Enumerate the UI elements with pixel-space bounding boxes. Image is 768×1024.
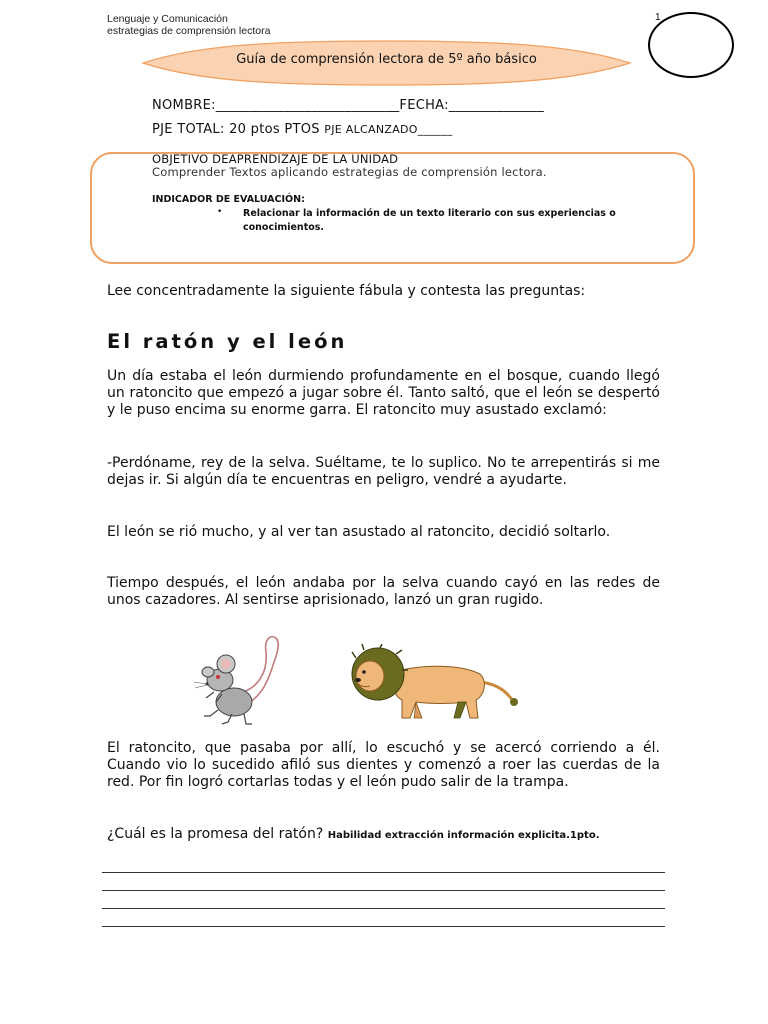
answer-line[interactable] [102, 926, 665, 927]
total-score: PJE TOTAL: 20 ptos PTOS [152, 122, 320, 137]
indicator-text: Relacionar la información de un texto literario con sus experiencias o conocimientos. [243, 208, 616, 233]
objective-text: Comprender Textos aplicando estrategias de comprensión lectora. [152, 165, 547, 179]
story-paragraph: Un día estaba el león durmiendo profundamente en el bosque, cuando llegó un ratoncito que empezó a jugar sobre él. Tanto saltó, que el león se despertó y le puso encima su enorme garra. El ratoncito muy asustado exclamó: [107, 368, 660, 418]
story-title: El ratón y el león [107, 330, 348, 353]
answer-line[interactable] [102, 908, 665, 909]
mouse-illustration [188, 632, 283, 727]
name-date-field: NOMBRE:___________________________FECHA:______________ [152, 98, 545, 113]
indicator-title: INDICADOR DE EVALUACIÓN: [152, 194, 305, 205]
instructions: Lee concentradamente la siguiente fábula y contesta las preguntas: [107, 283, 586, 299]
score-circle [648, 12, 734, 78]
question-text: ¿Cuál es la promesa del ratón? [107, 826, 324, 842]
story-paragraph: El ratoncito, que pasaba por allí, lo escuchó y se acercó corriendo a él. Cuando vio lo sucedido afiló sus dientes y comenzó a roer las cuerdas de la red. Por fin logró cortarlas todas y el león pudo salir de la trampa. [107, 740, 660, 790]
guide-title: Guía de comprensión lectora de 5º año básico [236, 52, 537, 67]
score-line [152, 122, 453, 137]
objective-title: OBJETIVO DEAPRENDIZAJE DE LA UNIDAD [152, 152, 399, 166]
story-paragraph: El león se rió mucho, y al ver tan asustado al ratoncito, decidió soltarlo. [107, 524, 611, 540]
bullet-icon: • [217, 207, 223, 217]
achieved-score: PJE ALCANZADO______ [324, 123, 453, 136]
document-header [107, 13, 270, 37]
answer-line[interactable] [102, 890, 665, 891]
lion-illustration [350, 644, 520, 722]
topic-label: estrategias de comprensión lectora [107, 25, 271, 37]
page-number: 1 [655, 12, 661, 23]
subject-label: Lenguaje y Comunicación [107, 13, 228, 25]
answer-line[interactable] [102, 872, 665, 873]
question-1 [107, 826, 660, 844]
story-paragraph: -Perdóname, rey de la selva. Suéltame, te lo suplico. No te arrepentirás si me dejas ir. Si algún día te encuentras en peligro, vendré a ayudarte. [107, 455, 660, 488]
story-paragraph: Tiempo después, el león andaba por la selva cuando cayó en las redes de unos cazadores. Al sentirse aprisionado, lanzó un gran rugido. [107, 575, 660, 608]
question-skill: Habilidad extracción información explicita.1pto. [327, 830, 600, 841]
